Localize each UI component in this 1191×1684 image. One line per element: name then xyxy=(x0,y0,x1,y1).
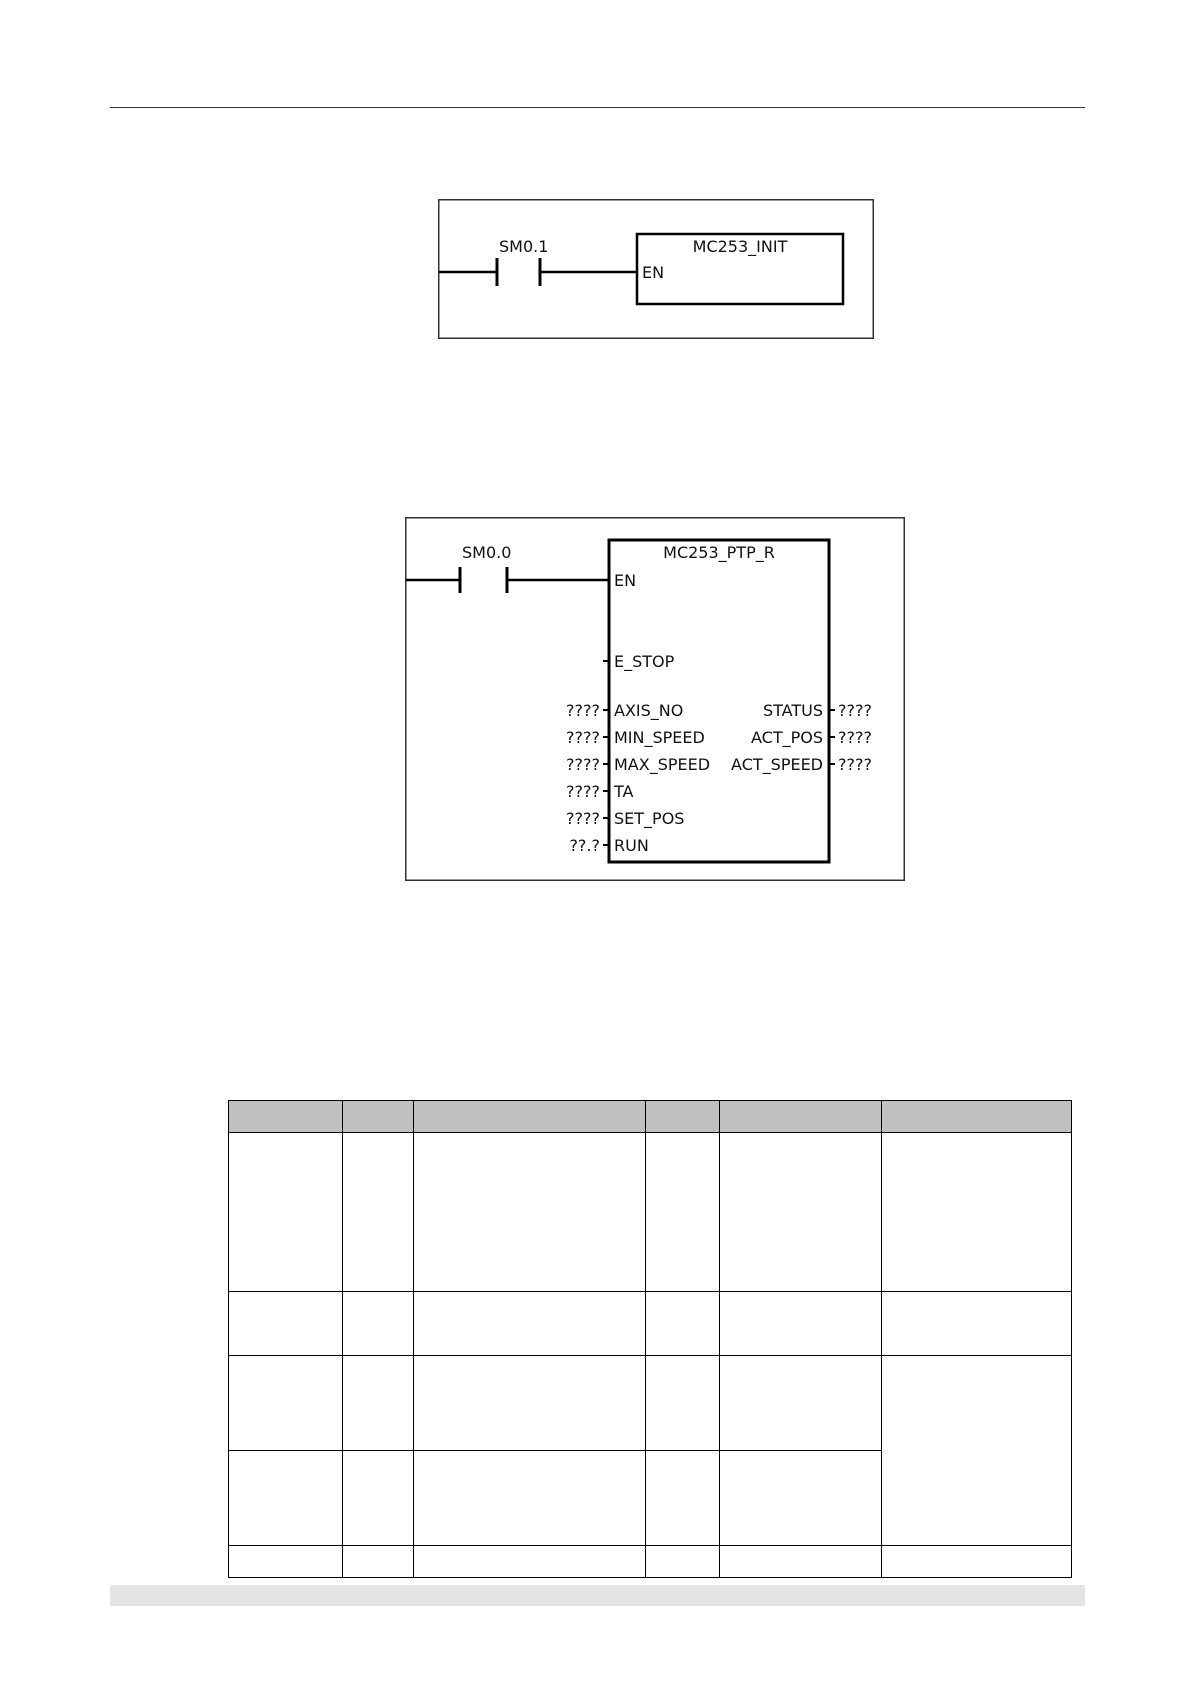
input-pin-label: AXIS_NO xyxy=(614,701,684,720)
input-operand: ???? xyxy=(566,809,600,828)
table-cell xyxy=(720,1451,882,1546)
table-cell xyxy=(343,1451,414,1546)
contact-label: SM0.0 xyxy=(462,543,512,562)
input-operand: ???? xyxy=(566,782,600,801)
input-pin-label: MIN_SPEED xyxy=(614,728,705,747)
output-operand: ???? xyxy=(838,701,872,720)
input-operand: ??.? xyxy=(569,836,600,855)
header-cell xyxy=(882,1101,1072,1133)
input-pin-label: MAX_SPEED xyxy=(614,755,711,774)
input-operand: ???? xyxy=(566,755,600,774)
header-cell xyxy=(343,1101,414,1133)
header-cell xyxy=(229,1101,343,1133)
table-cell xyxy=(720,1546,882,1578)
table-cell xyxy=(343,1356,414,1451)
page-footer-band xyxy=(110,1585,1085,1606)
table-cell xyxy=(229,1292,343,1356)
table-row xyxy=(229,1292,1072,1356)
input-pin-label: SET_POS xyxy=(614,809,685,828)
table-cell xyxy=(646,1292,720,1356)
table-cell xyxy=(720,1356,882,1451)
en-input-label: EN xyxy=(614,571,637,590)
table-cell xyxy=(343,1546,414,1578)
table-cell xyxy=(414,1292,646,1356)
table-cell xyxy=(882,1133,1072,1292)
en-input-label: EN xyxy=(642,263,665,282)
input-operand: ???? xyxy=(566,728,600,747)
output-pin-label: STATUS xyxy=(762,701,823,720)
table-cell xyxy=(646,1546,720,1578)
page-header-rule xyxy=(110,107,1085,108)
ladder-diagram-ptp xyxy=(405,517,905,881)
estop-input-label: E_STOP xyxy=(614,652,675,671)
header-cell xyxy=(720,1101,882,1133)
output-pin-label: ACT_SPEED xyxy=(731,755,823,774)
table-cell xyxy=(414,1133,646,1292)
header-cell xyxy=(646,1101,720,1133)
output-operand: ???? xyxy=(838,728,872,747)
table-cell xyxy=(414,1451,646,1546)
output-pin-label: ACT_POS xyxy=(750,728,823,747)
table-cell xyxy=(229,1356,343,1451)
table-cell xyxy=(343,1133,414,1292)
table-cell xyxy=(882,1546,1072,1578)
input-pin-label: TA xyxy=(614,782,634,801)
contact-label: SM0.1 xyxy=(499,237,549,256)
table-cell xyxy=(646,1451,720,1546)
parameter-table xyxy=(228,1100,1072,1578)
table-cell xyxy=(343,1292,414,1356)
table-row xyxy=(229,1546,1072,1578)
table-row xyxy=(229,1133,1072,1292)
input-operand: ???? xyxy=(566,701,600,720)
input-pin-label: RUN xyxy=(614,836,649,855)
output-operand: ???? xyxy=(838,755,872,774)
table-cell xyxy=(229,1133,343,1292)
table-cell xyxy=(414,1356,646,1451)
table-cell xyxy=(720,1292,882,1356)
table-row xyxy=(229,1356,1072,1451)
block-title: MC253_PTP_R xyxy=(663,543,775,562)
block-title: MC253_INIT xyxy=(692,237,788,256)
table-cell xyxy=(229,1546,343,1578)
table-cell xyxy=(414,1546,646,1578)
header-cell xyxy=(414,1101,646,1133)
table-cell xyxy=(229,1451,343,1546)
ladder-diagram-init xyxy=(438,199,874,339)
table-cell xyxy=(882,1292,1072,1356)
table-cell xyxy=(646,1133,720,1292)
table-cell-merged xyxy=(882,1356,1072,1546)
table-cell xyxy=(720,1133,882,1292)
table-cell xyxy=(646,1356,720,1451)
table-header-row xyxy=(229,1101,1072,1133)
